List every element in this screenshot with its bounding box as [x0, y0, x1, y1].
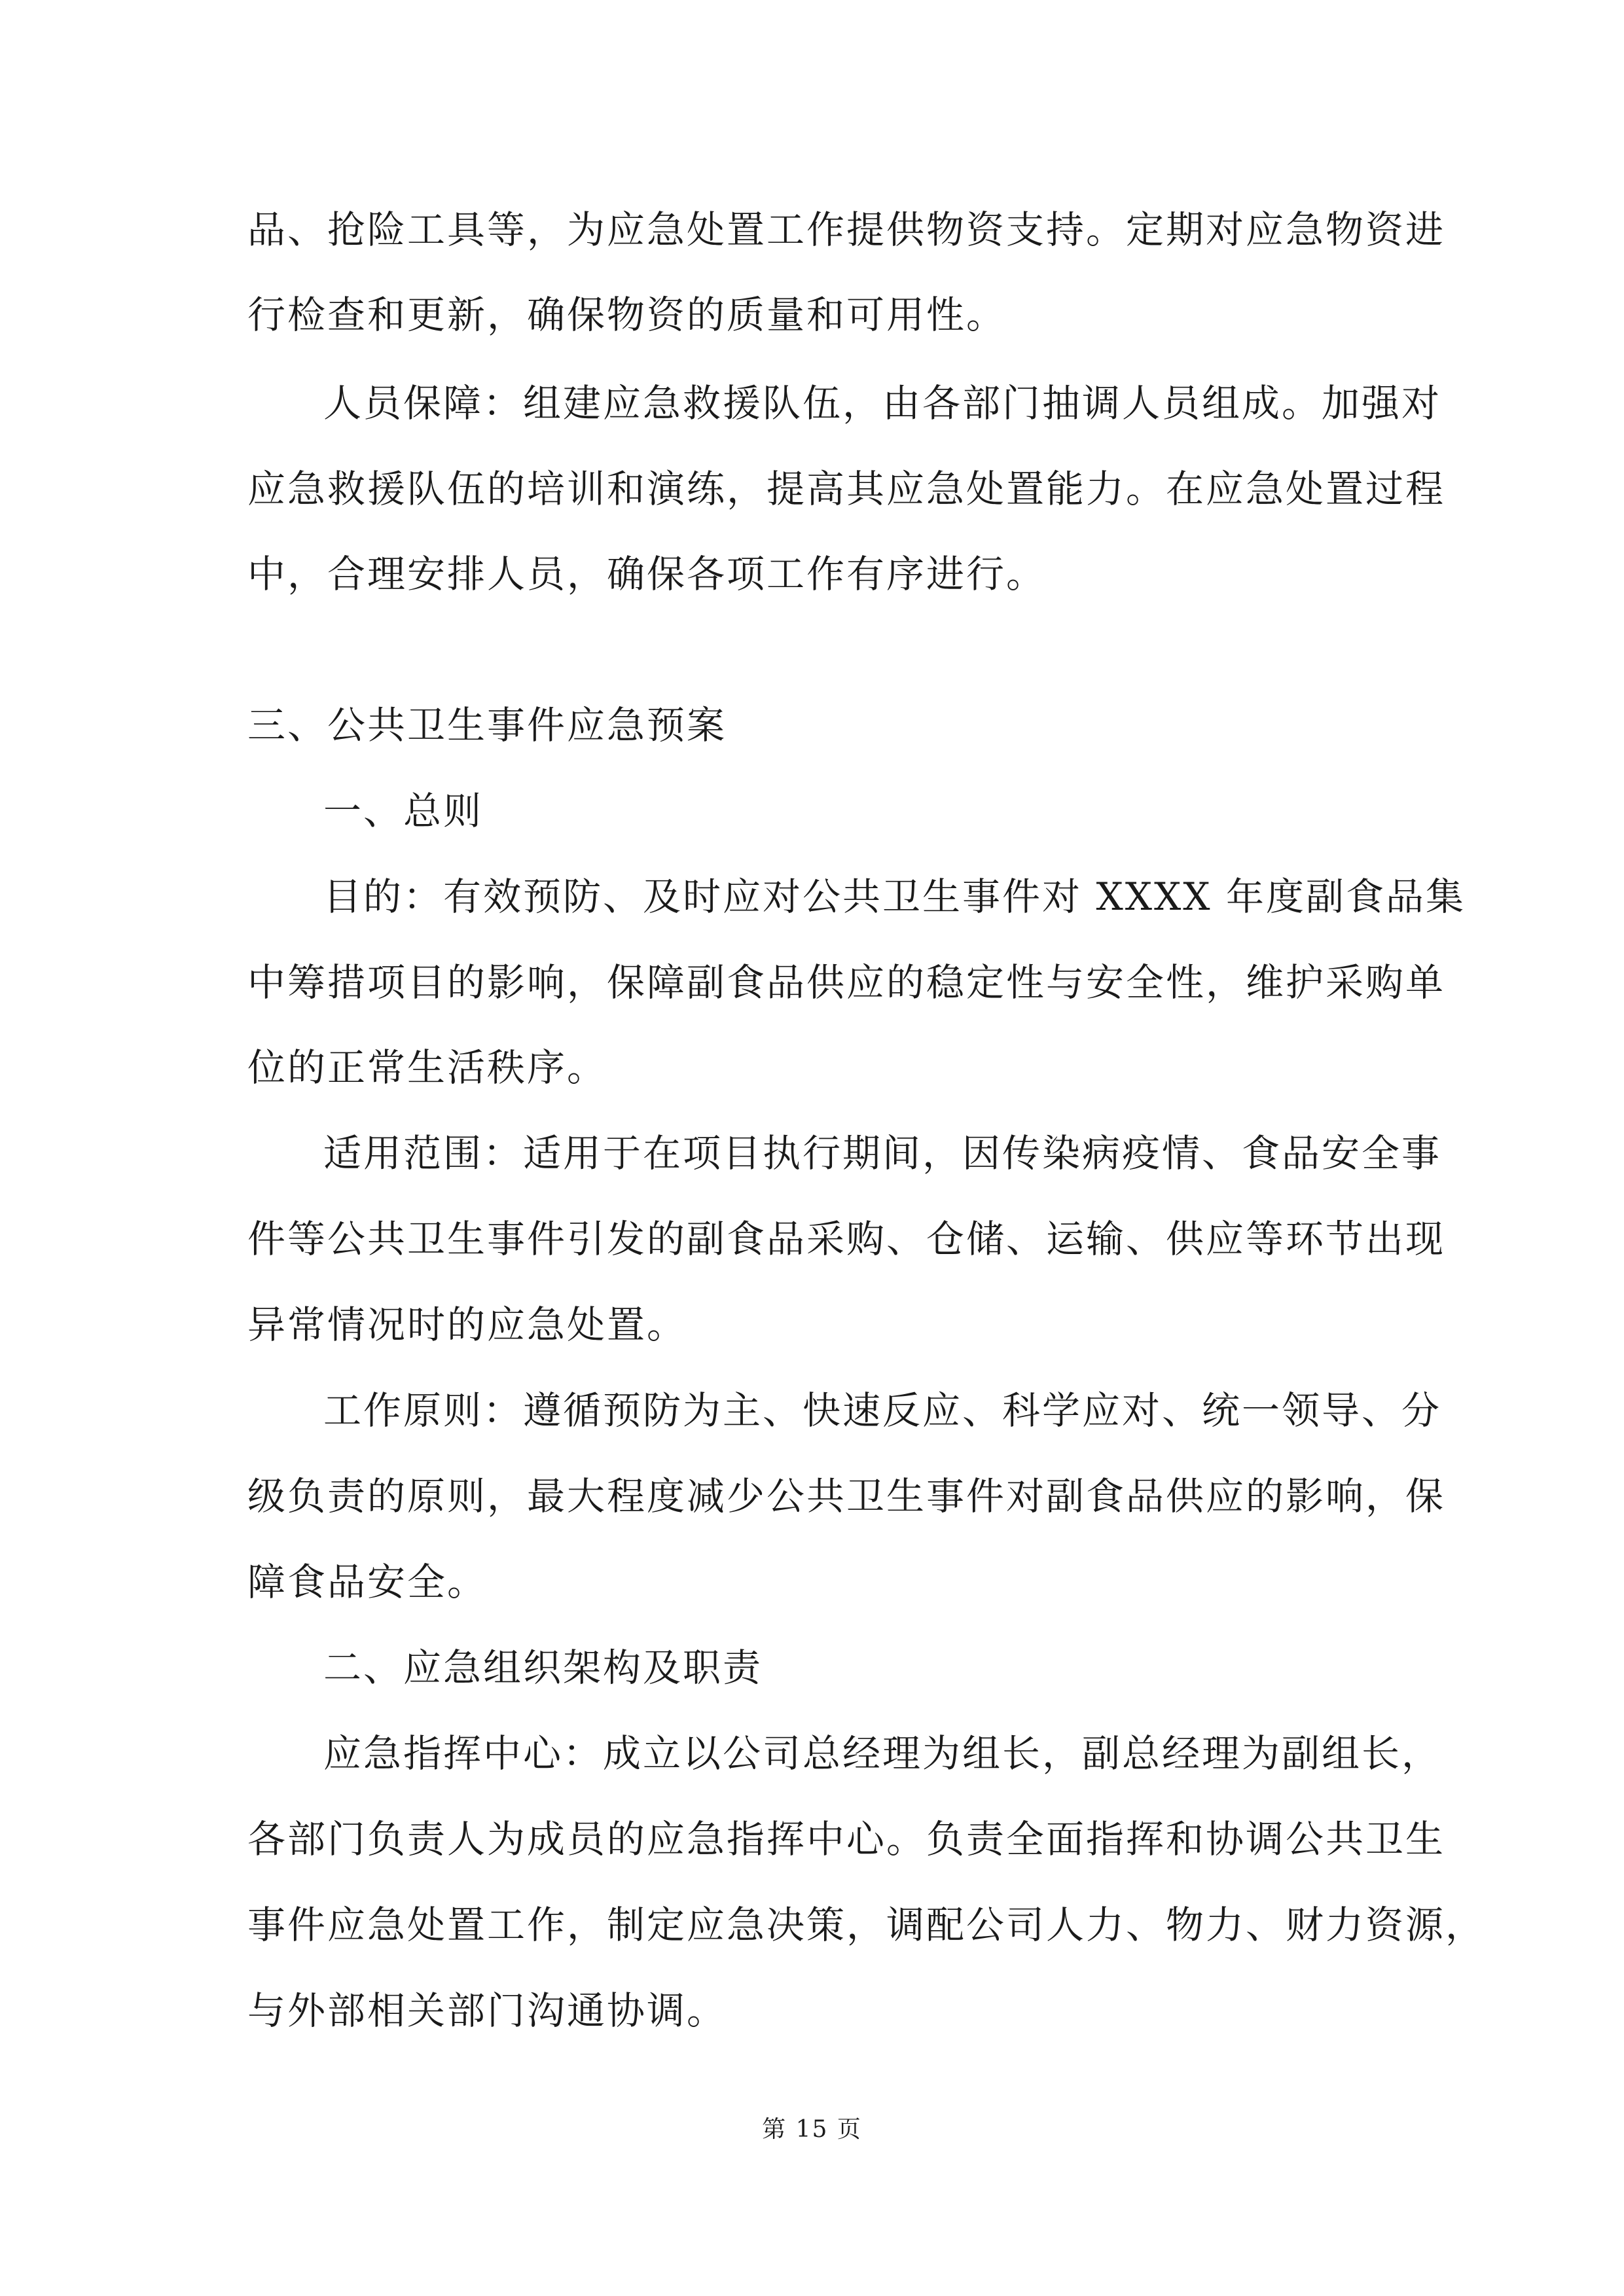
text-line: 各部门负责人为成员的应急指挥中心。负责全面指挥和协调公共卫生	[247, 1817, 1446, 1861]
section-heading: 三、公共卫生事件应急预案	[247, 703, 727, 747]
paragraph-scope-start: 适用范围：适用于在项目执行期间，因传染病疫情、食品安全事	[323, 1131, 1442, 1175]
text-line: 异常情况时的应急处置。	[247, 1302, 687, 1347]
text-line: 件等公共卫生事件引发的副食品采购、仓储、运输、供应等环节出现	[247, 1217, 1446, 1261]
paragraph-purpose-start: 目的：有效预防、及时应对公共卫生事件对 XXXX 年度副食品集	[323, 874, 1466, 919]
text-line: 中，合理安排人员，确保各项工作有序进行。	[247, 552, 1047, 596]
paragraph-personnel-start: 人员保障：组建应急救援队伍，由各部门抽调人员组成。加强对	[323, 381, 1442, 425]
text-line: 应急救援队伍的培训和演练，提高其应急处置能力。在应急处置过程	[247, 467, 1446, 511]
paragraph-principle-start: 工作原则：遵循预防为主、快速反应、科学应对、统一领导、分	[323, 1388, 1442, 1433]
text-line: 中筹措项目的影响，保障副食品供应的稳定性与安全性，维护采购单	[247, 960, 1446, 1005]
page-number: 第 15 页	[762, 2116, 862, 2143]
text-line: 行检查和更新，确保物资的质量和可用性。	[247, 293, 1007, 337]
text-line: 障食品安全。	[247, 1560, 488, 1604]
text-line: 位的正常生活秩序。	[247, 1045, 607, 1090]
subsection-heading: 一、总则	[323, 789, 484, 833]
paragraph-command-start: 应急指挥中心：成立以公司总经理为组长，副总经理为副组长，	[323, 1731, 1442, 1776]
subsection-heading: 二、应急组织架构及职责	[323, 1645, 763, 1690]
text-line: 级负责的原则，最大程度减少公共卫生事件对副食品供应的影响，保	[247, 1474, 1446, 1518]
text-line: 品、抢险工具等，为应急处置工作提供物资支持。定期对应急物资进	[247, 207, 1446, 252]
text-line: 与外部相关部门沟通协调。	[247, 1988, 727, 2033]
text-line: 事件应急处置工作，制定应急决策，调配公司人力、物力、财力资源，	[247, 1903, 1486, 1947]
